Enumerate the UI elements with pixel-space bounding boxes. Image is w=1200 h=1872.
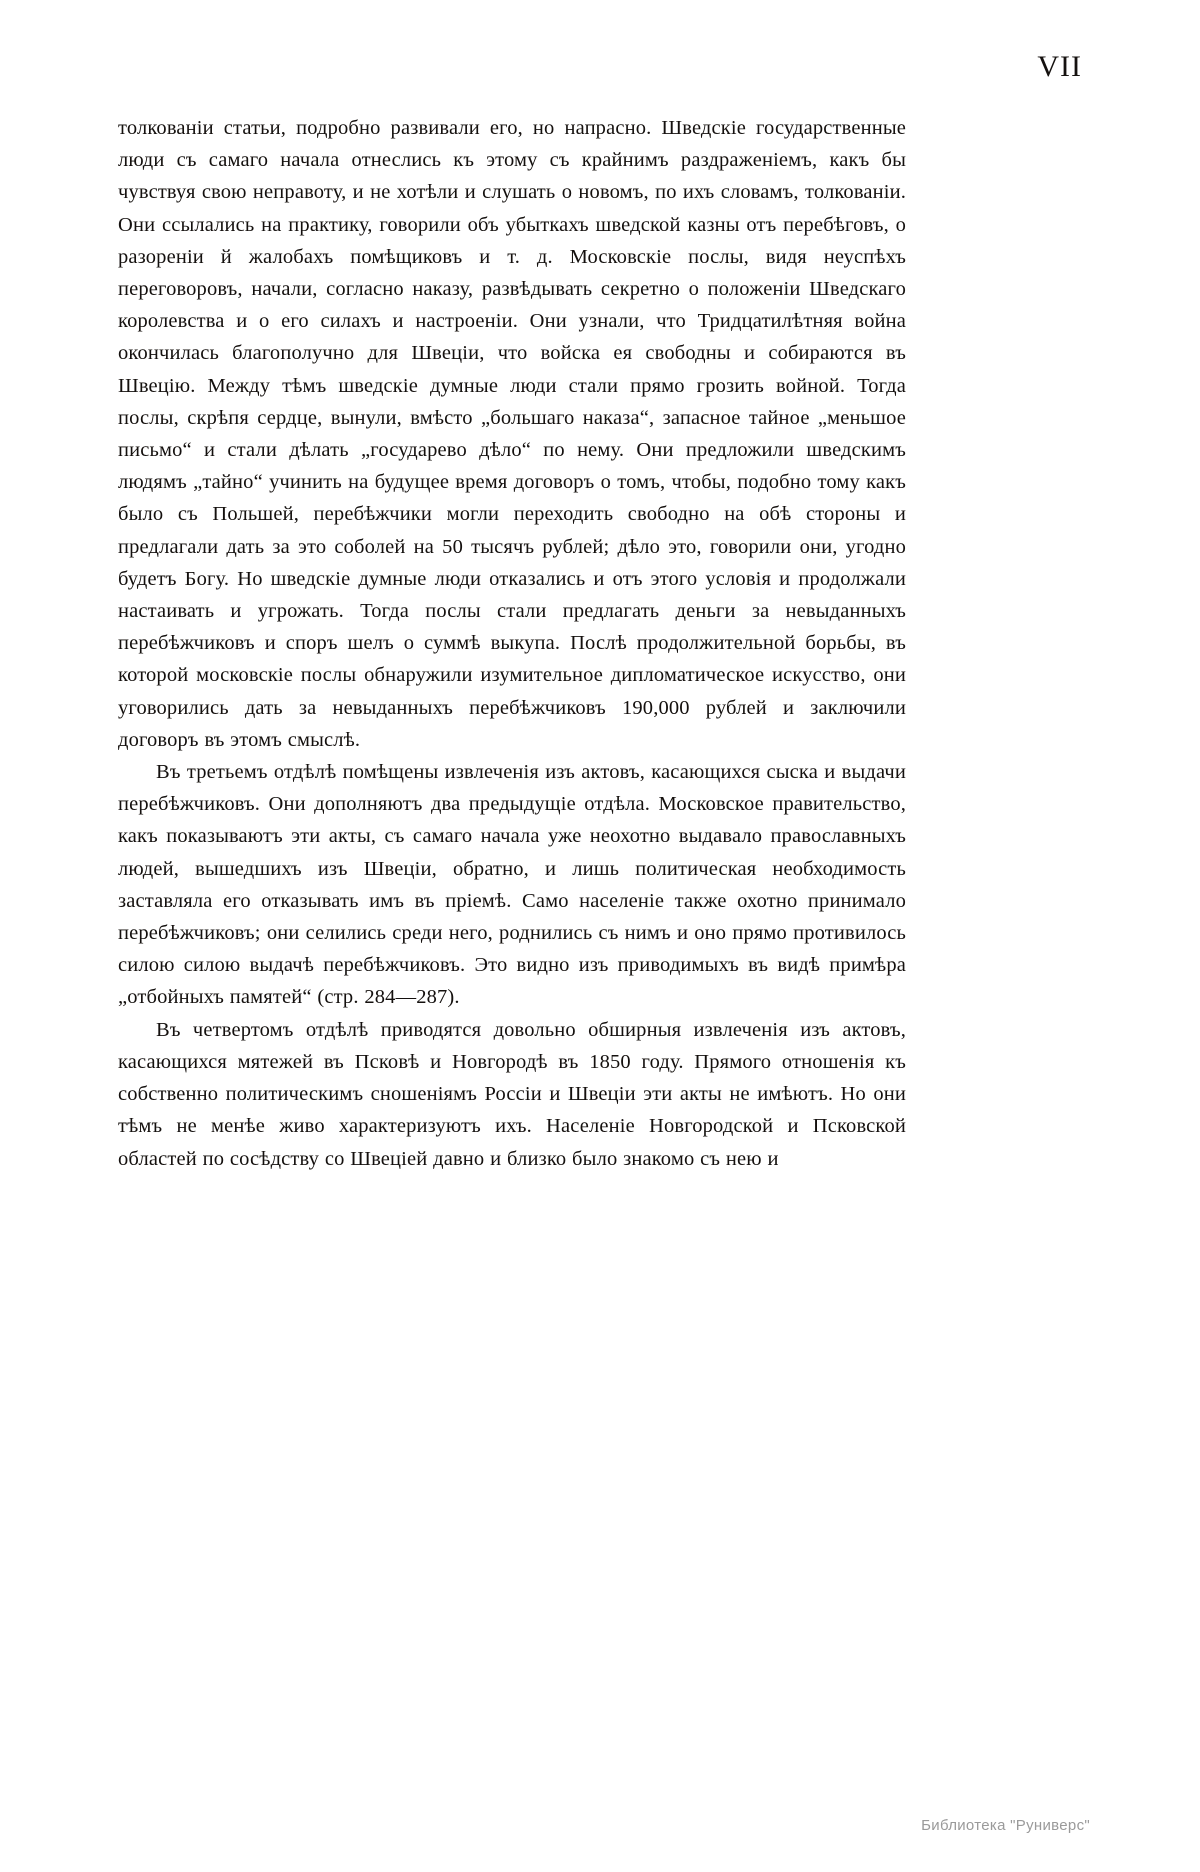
body-text: [118, 112, 906, 1175]
paragraph: толкованіи статьи, подробно развивали его, но напрасно. Шведскіе государственные люди съ самаго начала отнеслись къ этому съ крайнимъ раздраженіемъ, какъ бы чувствуя свою неправоту, и не хотѣли и слушать о новомъ, по ихъ словамъ, толкованіи. Они ссылались на практику, говорили объ убыткахъ шведской казны отъ перебѣговъ, о разореніи й жалобахъ помѣщиковъ и т. д. Московскіе послы, видя неуспѣхъ переговоровъ, начали, согласно наказу, развѣдывать секретно о положеніи Шведскаго королевства и о его силахъ и настроеніи. Они узнали, что Тридцатилѣтняя война окончилась благополучно для Швеціи, что войска ея свободны и собираются въ Швецію. Между тѣмъ шведскіе думные люди стали прямо грозить войной. Тогда послы, скрѣпя сердце, вынули, вмѣсто „большаго наказа“, запасное тайное „меньшое письмо“ и стали дѣлать „государево дѣло“ по нему. Они предложили шведскимъ людямъ „тайно“ учинить на будущее время договоръ о томъ, чтобы, подобно тому какъ было съ Польшей, перебѣжчики могли переходить свободно на обѣ стороны и предлагали дать за это соболей на 50 тысячъ рублей; дѣло это, говорили они, угодно будетъ Богу. Но шведскіе думные люди отказались и отъ этого условія и продолжали настаивать и угрожать. Тогда послы стали предлагать деньги за невыданныхъ перебѣжчиковъ и споръ шелъ о суммѣ выкупа. Послѣ продолжительной борьбы, въ которой московскіе послы обнаружили изумительное дипломатическое искусство, они уговорились дать за невыданныхъ перебѣжчиковъ 190,000 рублей и заключили договоръ въ этомъ смыслѣ.: [118, 117, 906, 751]
paragraph: Въ третьемъ отдѣлѣ помѣщены извлеченія изъ актовъ, касающихся сыска и выдачи перебѣжчиковъ. Они дополняютъ два предыдущіе отдѣла. Московское правительство, какъ показываютъ эти акты, съ самаго начала уже неохотно выдавало православныхъ людей, вышедшихъ изъ Швеціи, обратно, и лишь политическая необходимость заставляла его отказывать имъ въ пріемѣ. Само населеніе также охотно принимало перебѣжчиковъ; они селились среди него, роднились съ нимъ и оно прямо противилось силою силою выдачѣ перебѣжчиковъ. Это видно изъ приводимыхъ въ видѣ примѣра „отбойныхъ памятей“ (стр. 284—287).: [118, 761, 906, 1009]
page-number: VII: [1037, 50, 1082, 83]
paragraph: Въ четвертомъ отдѣлѣ приводятся довольно обширныя извлеченія изъ актовъ, касающихся мятежей въ Псковѣ и Новгородѣ въ 1850 году. Прямого отношенія къ собственно политическимъ сношеніямъ Россіи и Швеціи эти акты не имѣютъ. Но они тѣмъ не менѣе живо характеризуютъ ихъ. Населеніе Новгородской и Псковской областей по сосѣдству со Швеціей давно и близко было знакомо съ нею и: [118, 1018, 906, 1170]
library-watermark: Библиотека "Руниверс": [921, 1817, 1090, 1834]
